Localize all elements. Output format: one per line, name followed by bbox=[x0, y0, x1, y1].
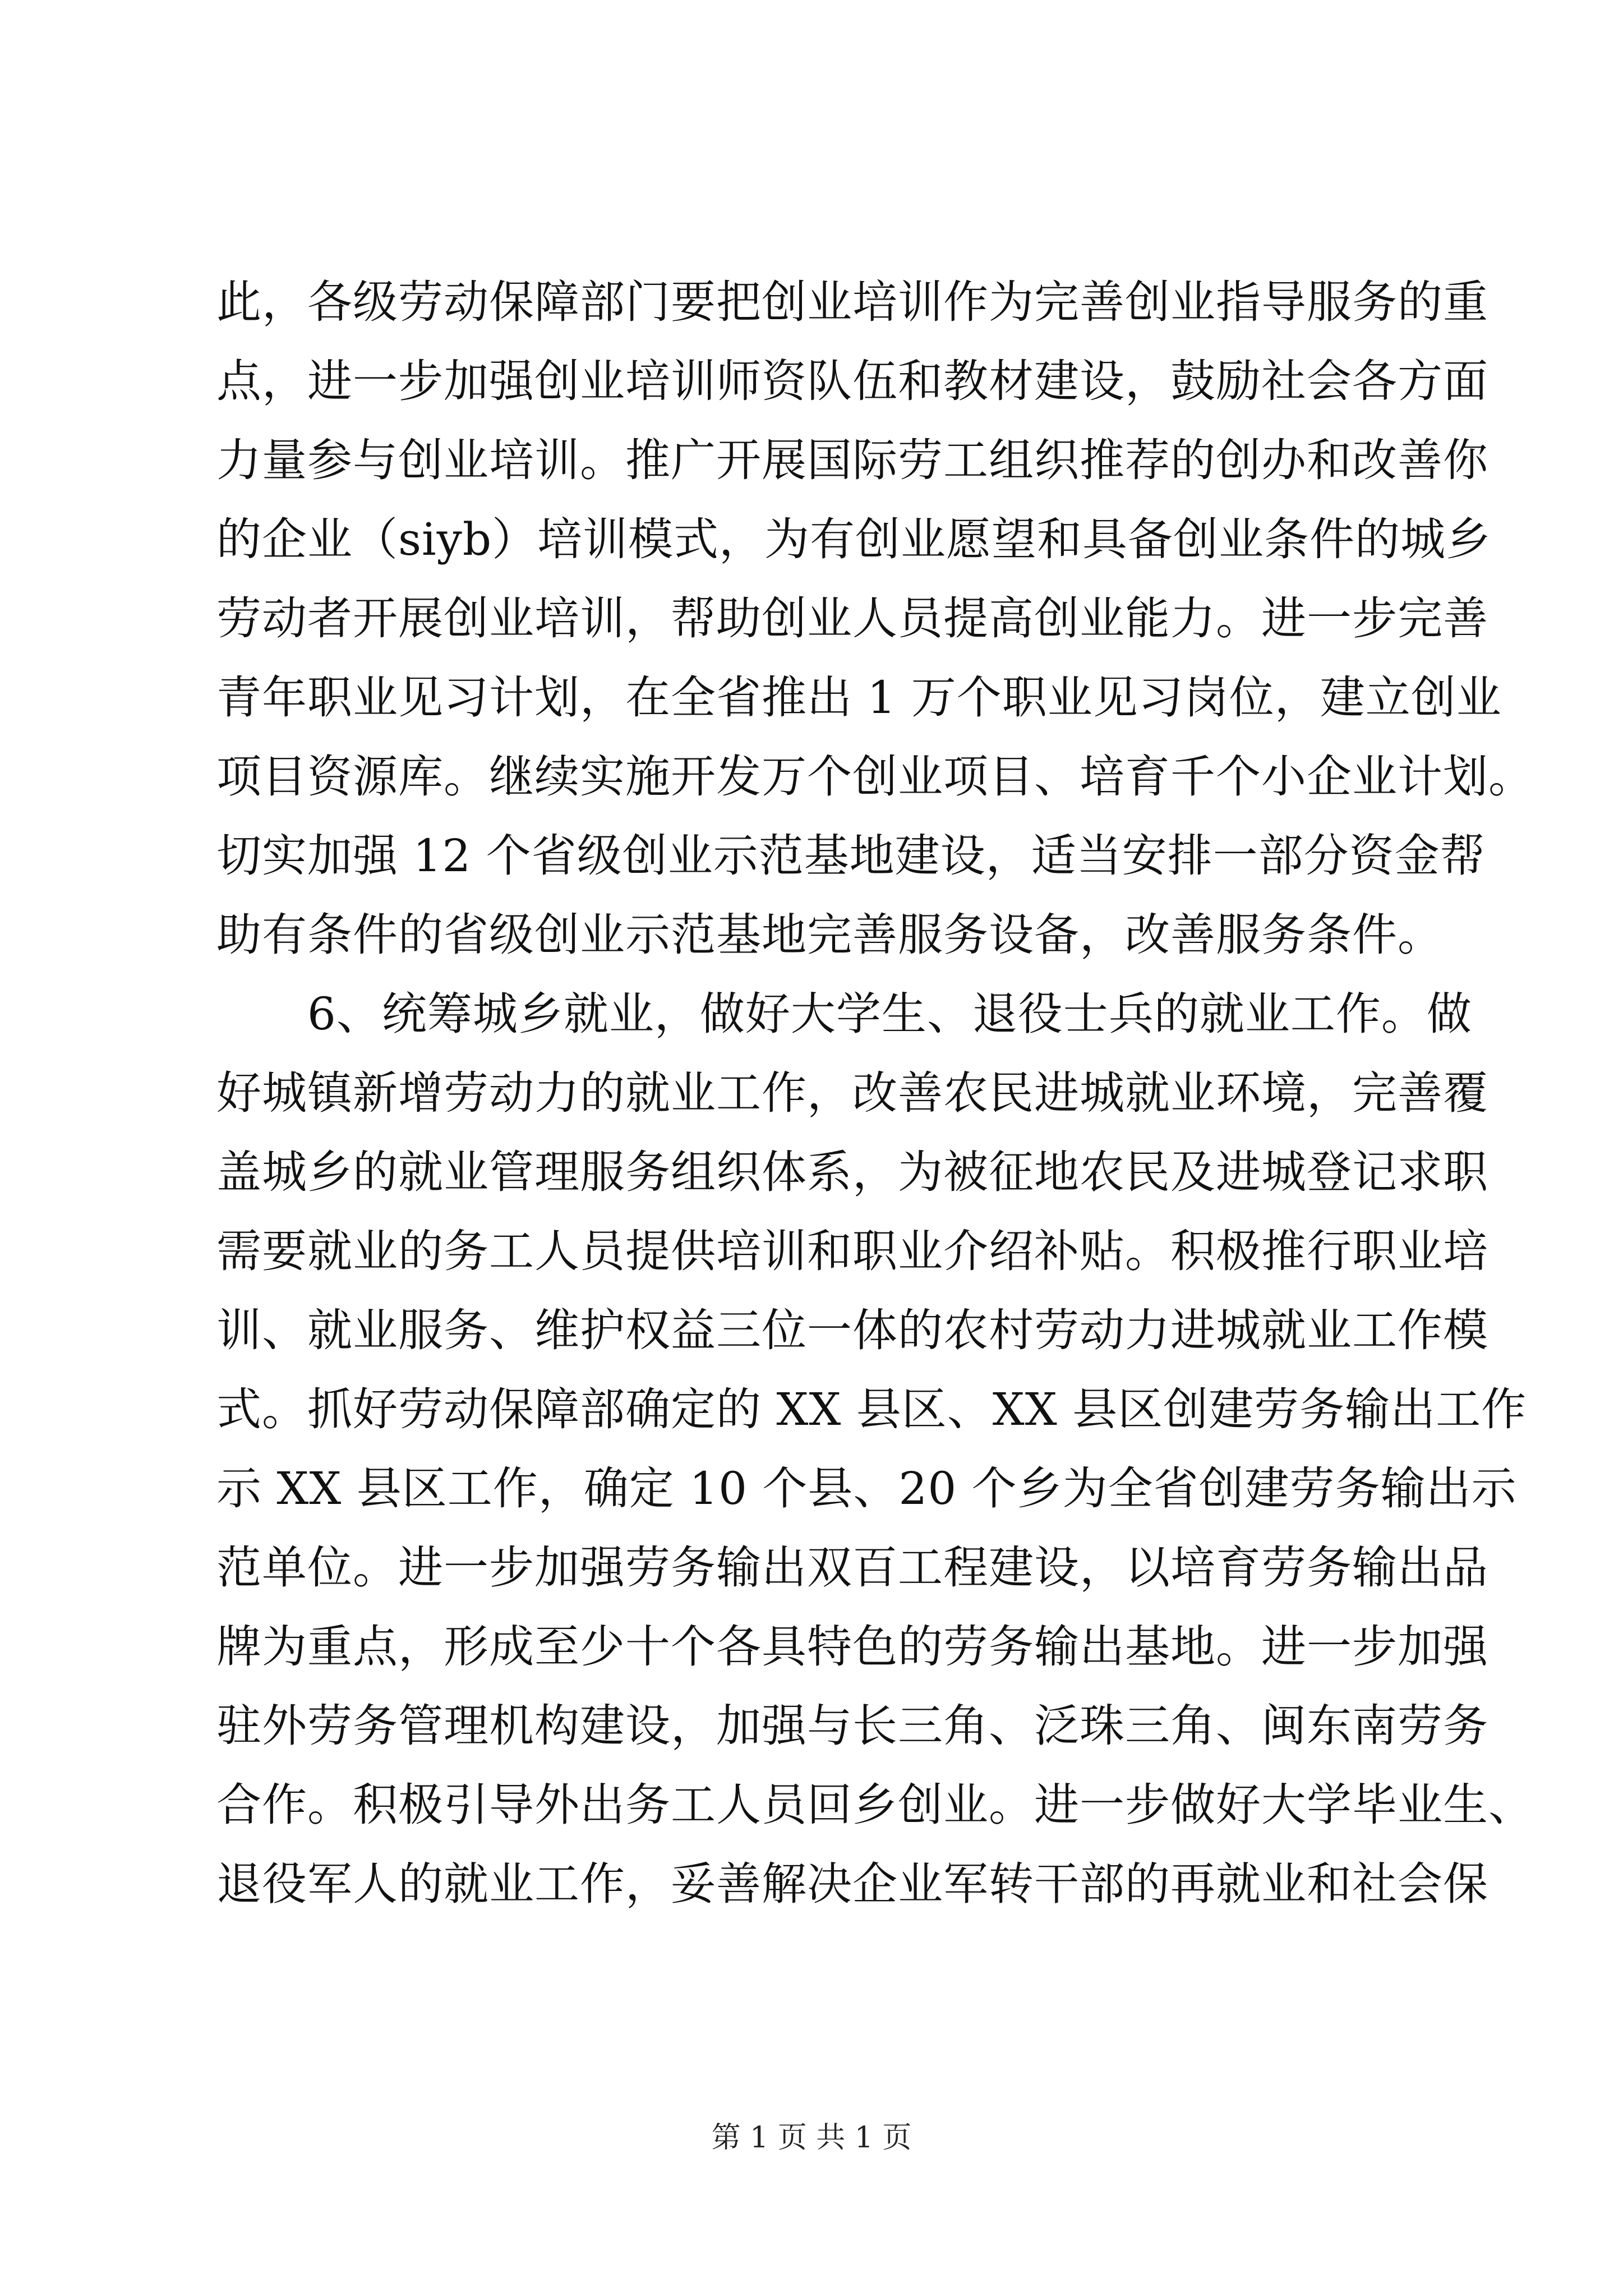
text-line: 范单位。进一步加强劳务输出双百工程建设，以培育劳务输出品 bbox=[216, 1542, 1488, 1594]
text-line: 驻外劳务管理机构建设，加强与长三角、泛珠三角、闽东南劳务 bbox=[216, 1700, 1488, 1752]
text-line: 青年职业见习计划，在全省推出 1 万个职业见习岗位，建立创业 bbox=[216, 671, 1502, 724]
text-line: 点，进一步加强创业培训师资队伍和教材建设，鼓励社会各方面 bbox=[216, 355, 1488, 407]
text-line: 退役军人的就业工作，妥善解决企业军转干部的再就业和社会保 bbox=[216, 1858, 1488, 1910]
text-line: 盖城乡的就业管理服务组织体系，为被征地农民及进城登记求职 bbox=[216, 1146, 1488, 1198]
text-line: 合作。积极引导外出务工人员回乡创业。进一步做好大学毕业生、 bbox=[216, 1779, 1534, 1831]
text-line: 需要就业的务工人员提供培训和职业介绍补贴。积极推行职业培 bbox=[216, 1225, 1488, 1277]
page-footer: 第 1 页 共 1 页 bbox=[711, 2121, 912, 2155]
text-line: 此，各级劳动保障部门要把创业培训作为完善创业指导服务的重 bbox=[216, 276, 1488, 328]
text-line: 6、统筹城乡就业，做好大学生、退役士兵的就业工作。做 bbox=[216, 988, 1472, 1040]
text-line: 力量参与创业培训。推广开展国际劳工组织推荐的创办和改善你 bbox=[216, 434, 1488, 486]
text-line: 牌为重点，形成至少十个各具特色的劳务输出基地。进一步加强 bbox=[216, 1621, 1488, 1673]
document-body bbox=[216, 263, 1534, 1924]
text-line: 助有条件的省级创业示范基地完善服务设备，改善服务条件。 bbox=[216, 909, 1443, 961]
text-line: 劳动者开展创业培训，帮助创业人员提高创业能力。进一步完善 bbox=[216, 592, 1488, 645]
text-line: 式。抓好劳动保障部确定的 XX 县区、XX 县区创建劳务输出工作 bbox=[216, 1383, 1527, 1435]
text-line: 的企业（siyb）培训模式，为有创业愿望和具备创业条件的城乡 bbox=[216, 513, 1492, 565]
text-line: 训、就业服务、维护权益三位一体的农村劳动力进城就业工作模 bbox=[216, 1304, 1488, 1356]
text-line: 好城镇新增劳动力的就业工作，改善农民进城就业环境，完善覆 bbox=[216, 1067, 1488, 1119]
text-line: 示 XX 县区工作，确定 10 个县、20 个乡为全省创建劳务输出示 bbox=[216, 1462, 1517, 1515]
text-line: 切实加强 12 个省级创业示范基地建设，适当安排一部分资金帮 bbox=[216, 830, 1486, 882]
text-line: 项目资源库。继续实施开发万个创业项目、培育千个小企业计划。 bbox=[216, 751, 1534, 803]
